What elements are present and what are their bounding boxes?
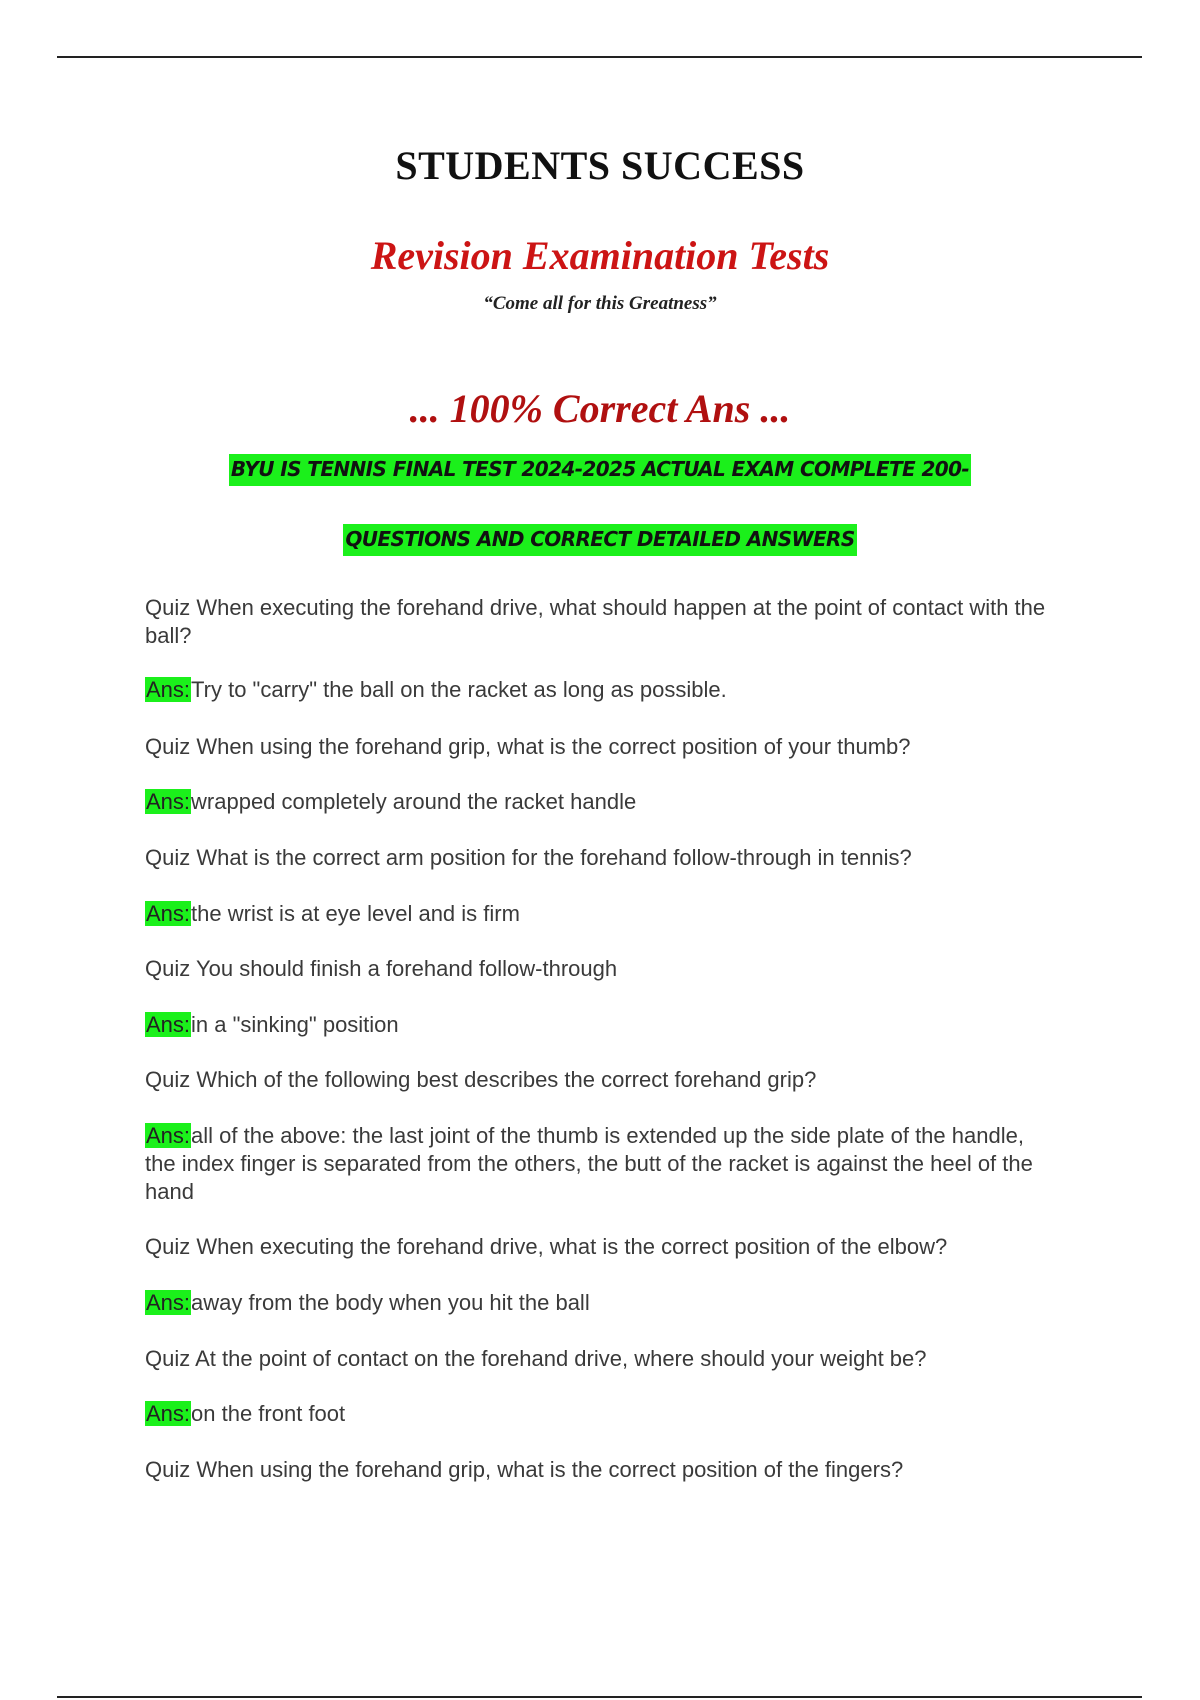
question-1: Quiz When executing the forehand drive, what should happen at the point of contact with the ball?	[145, 595, 1046, 648]
ans-label: Ans:	[146, 1290, 191, 1315]
ans-label: Ans:	[146, 1012, 191, 1037]
exam-title-line2-wrap	[0, 527, 1200, 551]
ans-label: Ans:	[146, 1401, 191, 1426]
question-6: Quiz When executing the forehand drive, what is the correct position of the elbow?	[145, 1234, 948, 1259]
answer-2: Ans:wrapped completely around the racket handle	[146, 789, 637, 814]
brand-title: STUDENTS SUCCESS	[395, 143, 805, 188]
bottom-rule	[57, 1696, 1142, 1698]
answer-4: Ans:in a "sinking" position	[146, 1012, 399, 1037]
ans-label: Ans:	[146, 677, 191, 702]
answer-7: Ans:on the front foot	[146, 1401, 346, 1426]
answer-6: Ans:away from the body when you hit the ball	[146, 1290, 590, 1315]
answer-1: Ans:Try to "carry" the ball on the racket as long as possible.	[146, 677, 727, 702]
correct-banner: ... 100% Correct Ans ...	[409, 386, 791, 431]
ans-label: Ans:	[146, 901, 191, 926]
answer-5: Ans:all of the above: the last joint of the thumb is extended up the side plate of the handle, the index finger is separated from the others, the butt of the racket is against the heel of the hand	[145, 1123, 1033, 1204]
question-4: Quiz You should finish a forehand follow-through	[145, 956, 618, 981]
question-8: Quiz When using the forehand grip, what is the correct position of the fingers?	[145, 1457, 904, 1482]
answer-3: Ans:the wrist is at eye level and is firm	[146, 901, 520, 926]
ans-label: Ans:	[146, 789, 191, 814]
exam-title-line1: BYU IS TENNIS FINAL TEST 2024-2025 ACTUAL EXAM COMPLETE 200-	[229, 454, 971, 486]
tagline: “Come all for this Greatness”	[483, 293, 717, 314]
exam-title-line2: QUESTIONS AND CORRECT DETAILED ANSWERS	[343, 524, 856, 556]
exam-title-line1-wrap	[0, 457, 1200, 481]
question-5: Quiz Which of the following best describes the correct forehand grip?	[145, 1067, 817, 1092]
question-2: Quiz When using the forehand grip, what is the correct position of your thumb?	[145, 734, 911, 759]
question-3: Quiz What is the correct arm position for the forehand follow-through in tennis?	[145, 845, 912, 870]
page-subtitle: Revision Examination Tests	[370, 233, 830, 278]
question-7: Quiz At the point of contact on the forehand drive, where should your weight be?	[145, 1346, 927, 1371]
ans-label: Ans:	[146, 1123, 191, 1148]
top-rule	[57, 56, 1142, 58]
